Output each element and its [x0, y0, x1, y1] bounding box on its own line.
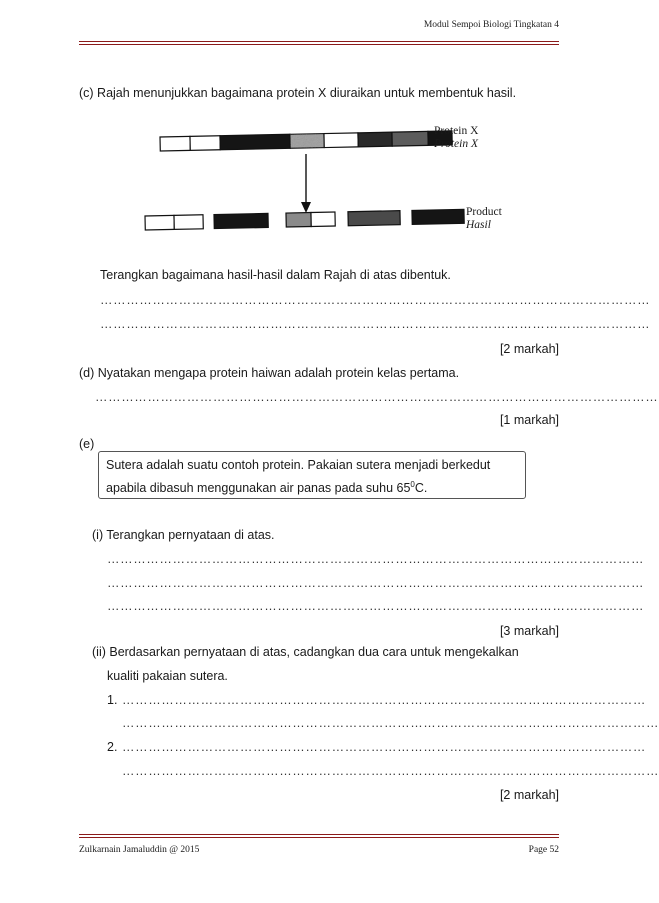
answer-line[interactable]: …………………………………………………………………………………………………………… — [122, 716, 659, 730]
label-product: Product — [466, 206, 502, 218]
statement-line-1: Sutera adalah suatu contoh protein. Pakaian sutera menjadi berkedut — [106, 458, 491, 472]
answer-line[interactable]: …………………………………………………………………………………………………………… — [107, 599, 645, 613]
marks-label: [2 markah] — [499, 342, 559, 356]
question-e-label: (e) — [79, 437, 95, 451]
label-protein-x-ms: Protein X — [434, 138, 478, 150]
part-ii-prompt-cont: kualiti pakaian sutera. — [107, 669, 228, 683]
part-i-prompt: (i) Terangkan pernyataan di atas. — [92, 528, 275, 542]
answer-line[interactable]: ……………………………………………………………………………………………………………… — [100, 317, 651, 331]
question-c-instruction: Terangkan bagaimana hasil-hasil dalam Rajah di atas dibentuk. — [100, 268, 451, 282]
marks-label: [2 markah] — [499, 788, 559, 802]
answer-line[interactable]: ………………………………………………………………………………………………………………… — [95, 390, 659, 404]
page-header-title: Modul Sempoi Biologi Tingkatan 4 — [423, 20, 559, 30]
header-rule — [79, 41, 559, 42]
answer-line[interactable]: …………………………………………………………………………………………………………… — [107, 552, 645, 566]
item-number: 2. — [107, 740, 118, 754]
answer-line[interactable]: ……………………………………………………………………………………………………………… — [100, 293, 651, 307]
statement-line-2 — [106, 480, 427, 495]
footer-rule-thin — [79, 837, 559, 838]
label-protein-x: Protein X — [434, 125, 479, 137]
protein-x-chain — [160, 131, 452, 151]
marks-label: [3 markah] — [499, 624, 559, 638]
answer-line[interactable]: ………………………………………………………………………………………………………… — [122, 693, 646, 707]
header-rule-thin — [79, 44, 559, 45]
item-number: 1. — [107, 693, 118, 707]
statement-text: apabila dibasuh menggunakan air panas pada suhu 65 — [106, 481, 411, 496]
footer-page-number: Page 52 — [528, 845, 559, 855]
superscript-degree: 0 — [410, 480, 415, 489]
label-hasil: Hasil — [466, 219, 491, 231]
question-d-prompt: (d) Nyatakan mengapa protein haiwan adalah protein kelas pertama. — [79, 366, 460, 380]
part-ii-prompt: (ii) Berdasarkan pernyataan di atas, cadangkan dua cara untuk mengekalkan — [92, 645, 519, 659]
statement-unit: C. — [414, 481, 428, 496]
footer-rule — [79, 834, 559, 835]
product-fragments — [145, 209, 464, 230]
question-c-prompt: (c) Rajah menunjukkan bagaimana protein X diuraikan untuk membentuk hasil. — [79, 86, 517, 100]
answer-line[interactable]: ………………………………………………………………………………………………………… — [122, 740, 646, 754]
answer-line[interactable]: …………………………………………………………………………………………………………… — [107, 576, 645, 590]
footer-author: Zulkarnain Jamaluddin @ 2015 — [79, 845, 200, 855]
statement-box — [98, 451, 526, 499]
marks-label: [1 markah] — [499, 413, 559, 427]
answer-line[interactable]: …………………………………………………………………………………………………………… — [122, 764, 659, 778]
